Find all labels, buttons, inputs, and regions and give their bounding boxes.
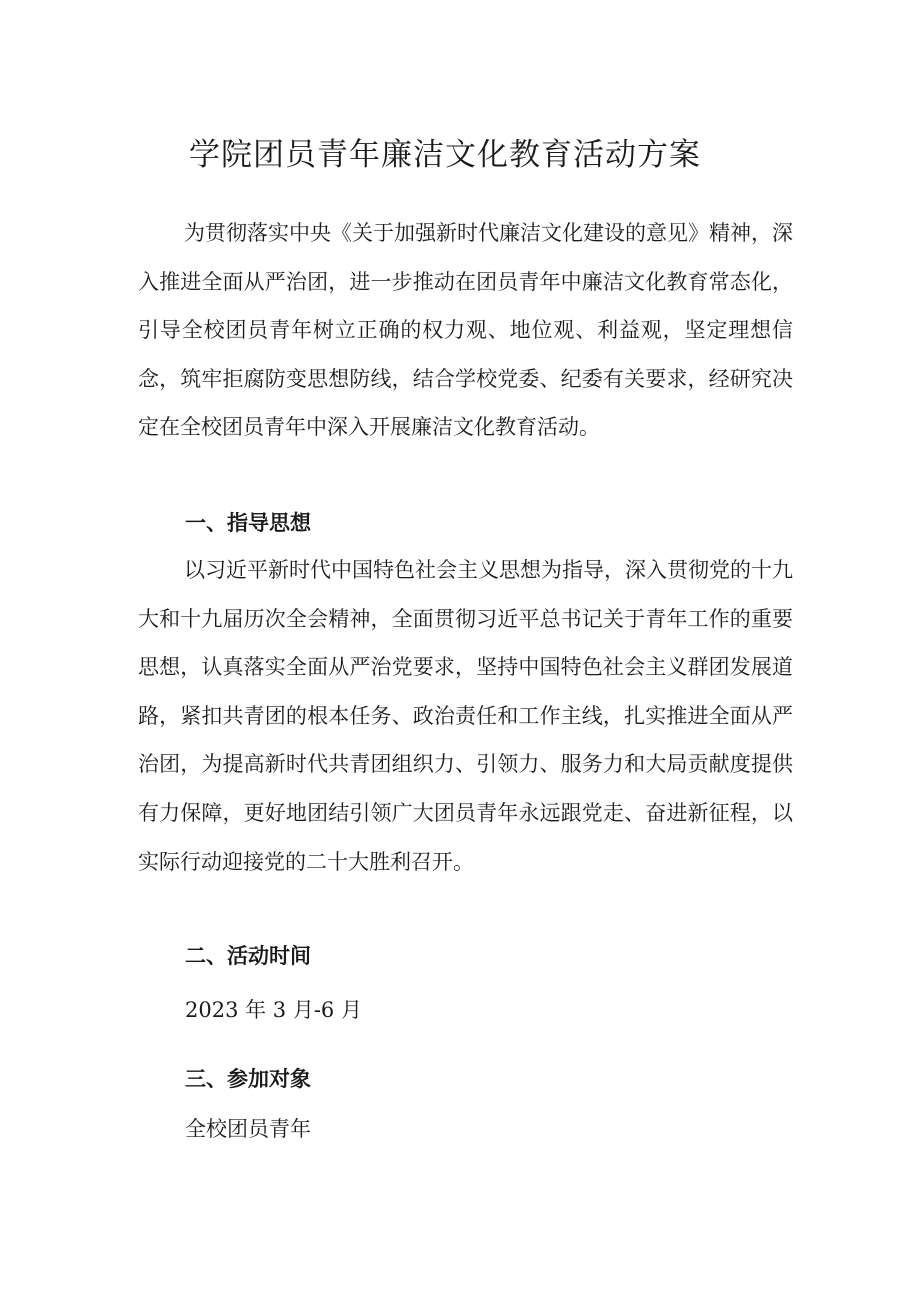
section-heading-participants: 三、参加对象 xyxy=(185,1067,311,1091)
section-heading-activity-time: 二、活动时间 xyxy=(185,944,311,968)
participants-value: 全校团员青年 xyxy=(185,1117,311,1141)
document-title: 学院团员青年廉洁文化教育活动方案 xyxy=(189,137,701,173)
section-heading-guiding-thought: 一、指导思想 xyxy=(185,511,311,535)
activity-time-value: 2023 年 3 月-6 月 xyxy=(185,998,362,1022)
guiding-thought-paragraph: 以习近平新时代中国特色社会主义思想为指导，深入贯彻党的十九大和十九届历次全会精神，全面贯彻习近平总书记关于青年工作的重要思想，认真落实全面从严治党要求，坚持中国特色社会主义群团发展道路，紧扣共青团的根本任务、政治责任和工作主线，扎实推进全面从严治团，为提高新时代共青团组织力、引领力、服务力和大局贡献度提供有力保障，更好地团结引领广大团员青年永远跟党走、奋进新征程，以实际行动迎接党的二十大胜利召开。 xyxy=(138,558,793,874)
intro-paragraph: 为贯彻落实中央《关于加强新时代廉洁文化建设的意见》精神，深入推进全面从严治团，进一步推动在团员青年中廉洁文化教育常态化，引导全校团员青年树立正确的权力观、地位观、利益观，坚定理想信念，筑牢拒腐防变思想防线，结合学校党委、纪委有关要求，经研究决定在全校团员青年中深入开展廉洁文化教育活动。 xyxy=(138,221,793,440)
